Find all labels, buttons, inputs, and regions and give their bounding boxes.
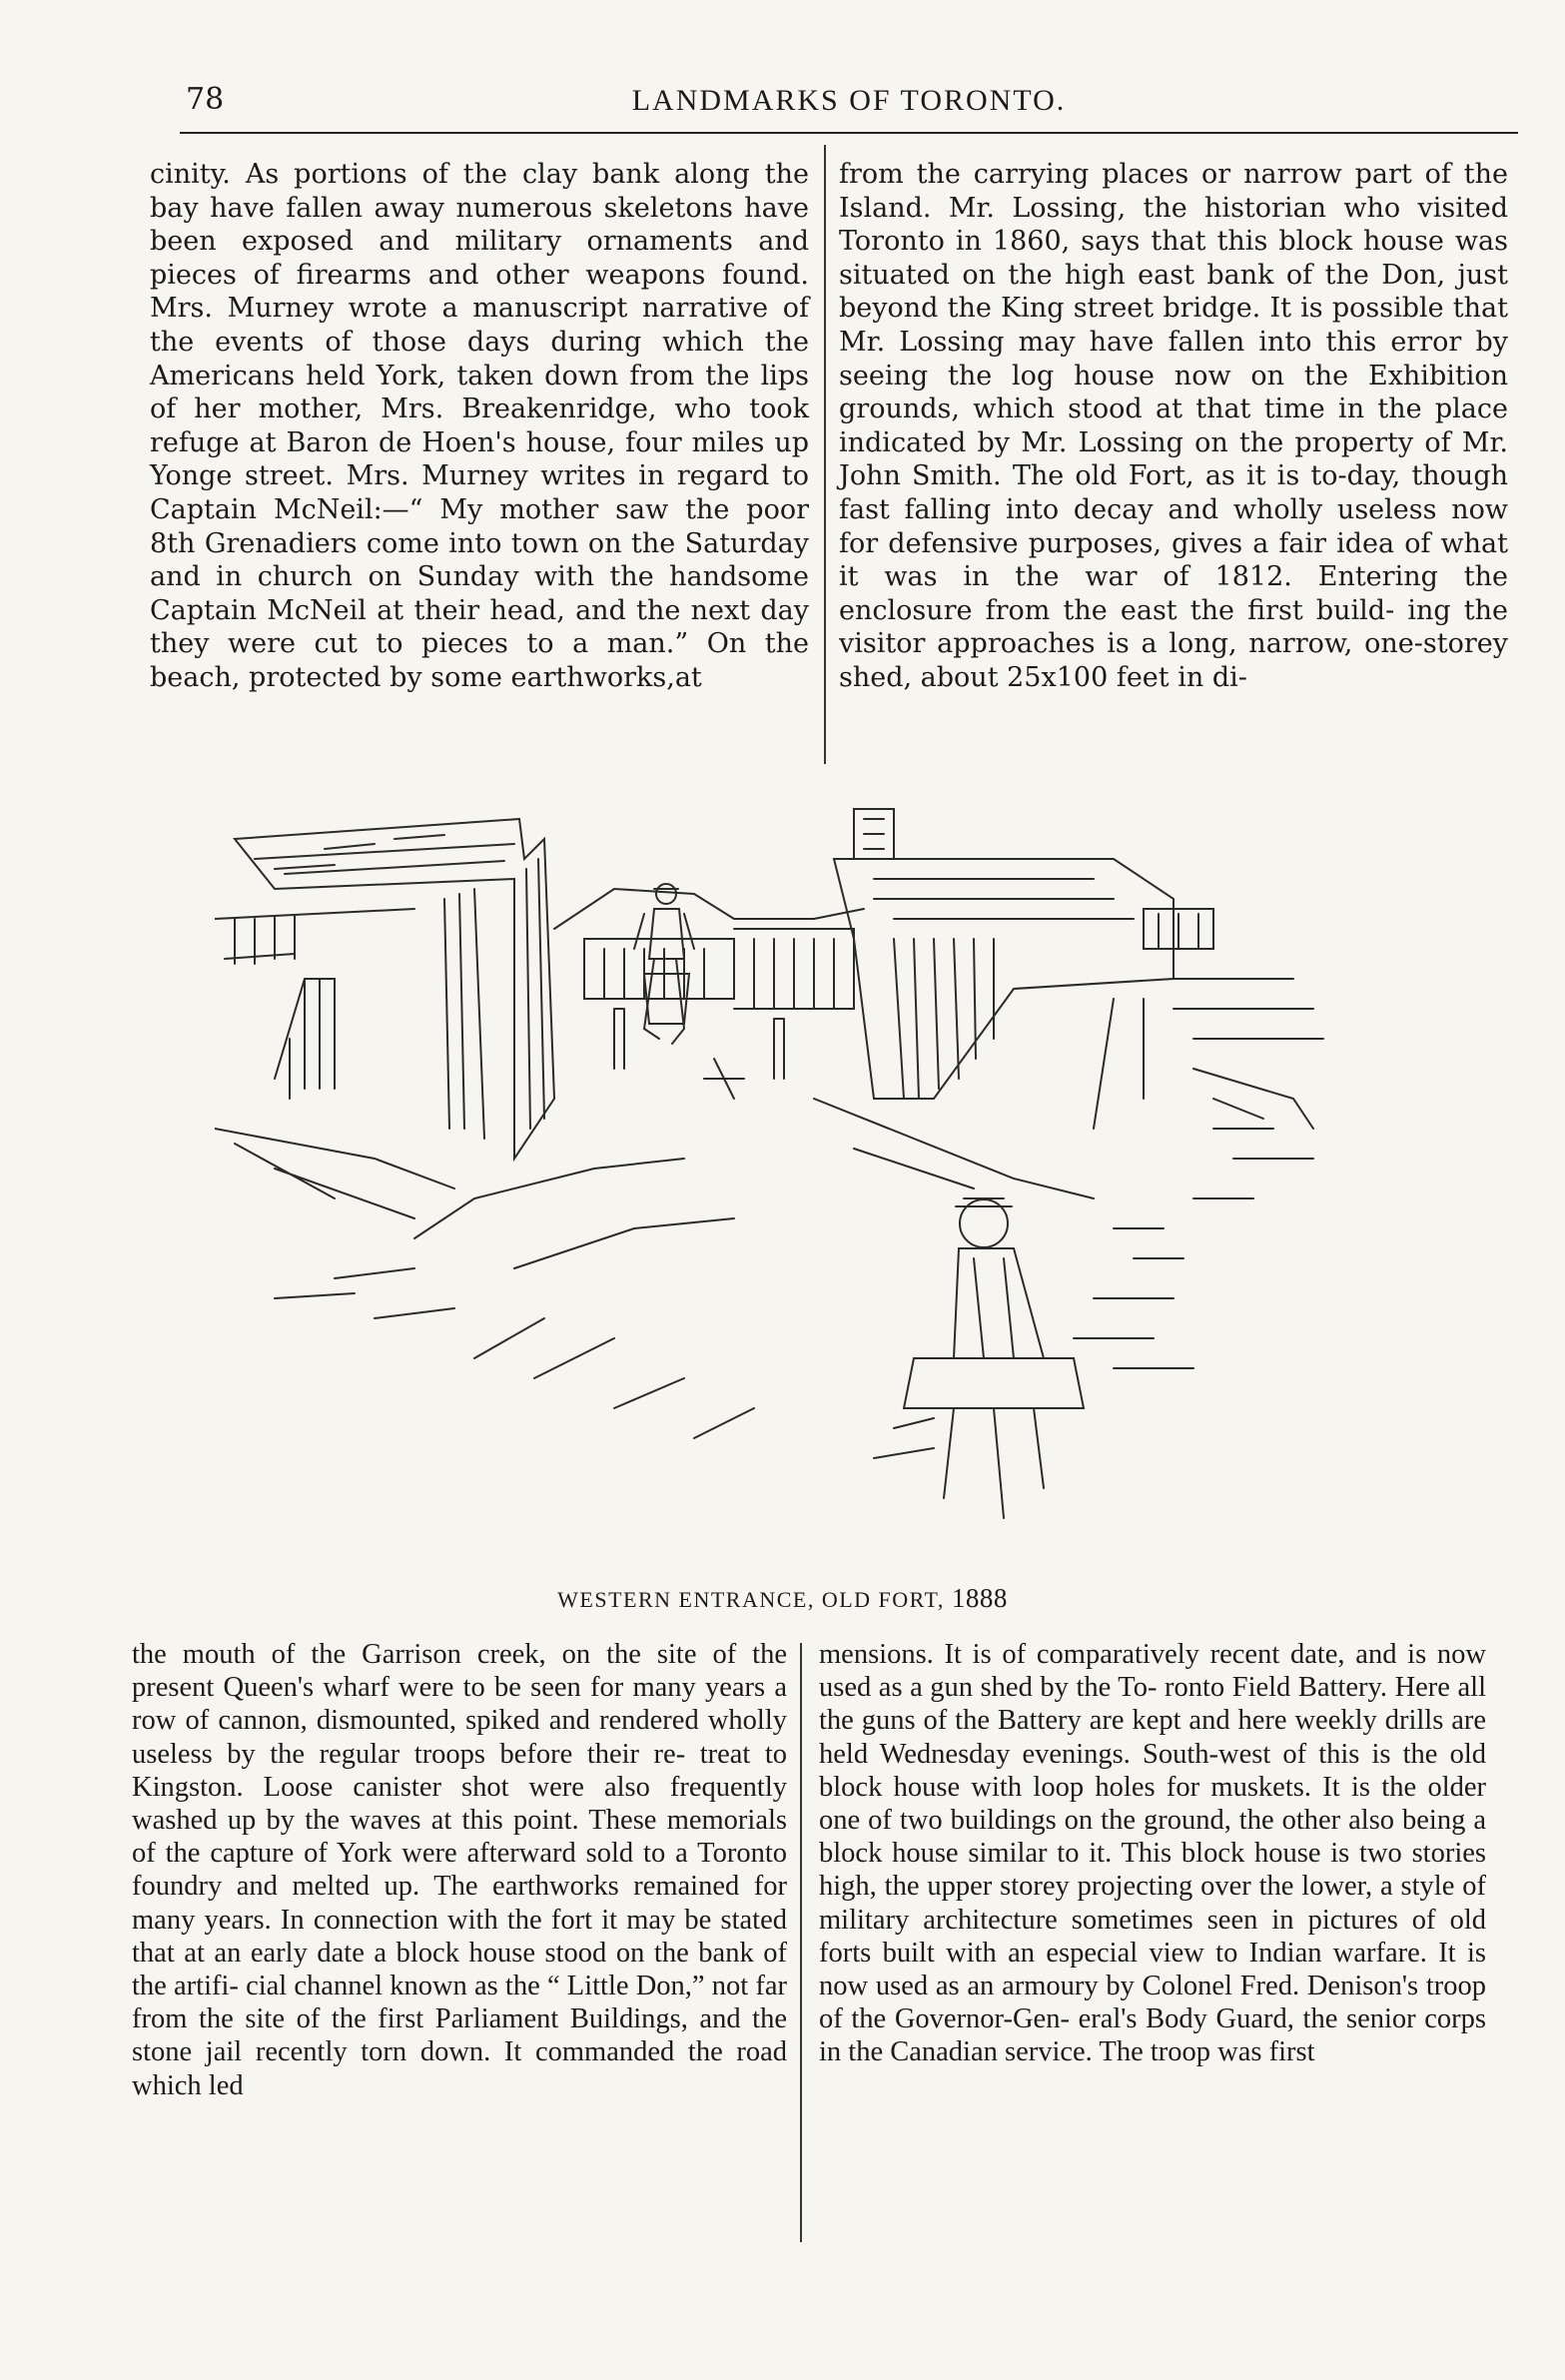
column-divider-top (824, 145, 826, 764)
column-divider-bottom (800, 1643, 802, 2242)
illustration-caption (0, 1583, 1565, 1614)
header-rule (180, 132, 1518, 134)
page-header (180, 78, 1518, 126)
fort-entrance-illustration (215, 799, 1363, 1558)
bottom-right-paragraph: mensions. It is of comparatively recent date, and is now used as a gun shed by the To- ronto Field Battery. Here all the guns of the Battery are kept and here weekly drills are held Wednesday evenings. South-west of this is the old block house with loop holes for muskets. It is the older one of two buildings on the ground, the other also being a block house similar to it. This block house is two stories high, the upper storey projecting over the lower, a style of military architecture sometimes seen in pictures of old forts built with an especial view to Indian warfare. It is now used as an armoury by Colonel Fred. Denison's troop of the Governor-Gen- eral's Body Guard, the senior corps in the Canadian service. The troop was first (819, 1639, 1486, 2068)
top-right-paragraph: from the carrying places or narrow part of the Island. Mr. Lossing, the historian who visited Toronto in 1860, says that this block house was situated on the high east bank of the Don, just beyond the King street bridge. It is possible that Mr. Lossing may have fallen into this error by seeing the log house now on the Exhibition grounds, which stood at that time in the place indicated by Mr. Lossing on the property of Mr. John Smith. The old Fort, as it is to-day, though fast falling into decay and wholly useless now for defensive purposes, gives a fair idea of what it was in the war of 1812. Entering the enclosure from the east the first build- ing the visitor approaches is a long, narrow, one-storey shed, about 25x100 feet in di- (839, 159, 1508, 693)
top-left-column (150, 158, 809, 777)
top-left-paragraph: cinity. As portions of the clay bank along the bay have fallen away numerous skeletons have been exposed and military ornaments and pieces of firearms and other weapons found. Mrs. Murney wrote a manuscript narrative of the events of those days during which the Americans held York, taken down from the lips of her mother, Mrs. Breakenridge, who took refuge at Baron de Hoen's house, four miles up Yonge street. Mrs. Murney writes in regard to Captain McNeil:—“ My mother saw the poor 8th Grenadiers come into town on the Saturday and in church on Sunday with the handsome Captain McNeil at their head, and the next day they were cut to pieces to a man.” On the beach, protected by some earthworks,at (150, 159, 809, 693)
road-ground (275, 1099, 1313, 1438)
caption-text: WESTERN ENTRANCE, OLD FORT, (557, 1587, 945, 1612)
right-building (834, 809, 1323, 1129)
page-number: 78 (186, 82, 225, 117)
caption-year: 1888 (951, 1583, 1008, 1613)
back-buildings (554, 889, 864, 1009)
bottom-left-column (132, 1638, 787, 2257)
seated-figure (874, 1198, 1084, 1518)
top-right-column (839, 158, 1508, 777)
bottom-right-column (819, 1638, 1486, 2257)
bottom-left-paragraph: the mouth of the Garrison creek, on the site of the present Queen's wharf were to be seen for many years a row of cannon, dismounted, spiked and rendered wholly useless by the regular troops before their re- treat to Kingston. Loose canister shot were also frequently washed up by the waves at this point. These memorials of the capture of York were afterward sold to a Toronto foundry and melted up. The earthworks remained for many years. In connection with the fort it may be stated that at an early date a block house stood on the bank of the artifi- cial channel known as the “ Little Don,” not far from the site of the first Parliament Buildings, and the stone jail recently torn down. It commanded the road which led (132, 1639, 787, 2101)
posts (614, 1009, 784, 1099)
left-building (215, 819, 554, 1218)
running-head: LANDMARKS OF TORONTO. (631, 84, 1067, 117)
